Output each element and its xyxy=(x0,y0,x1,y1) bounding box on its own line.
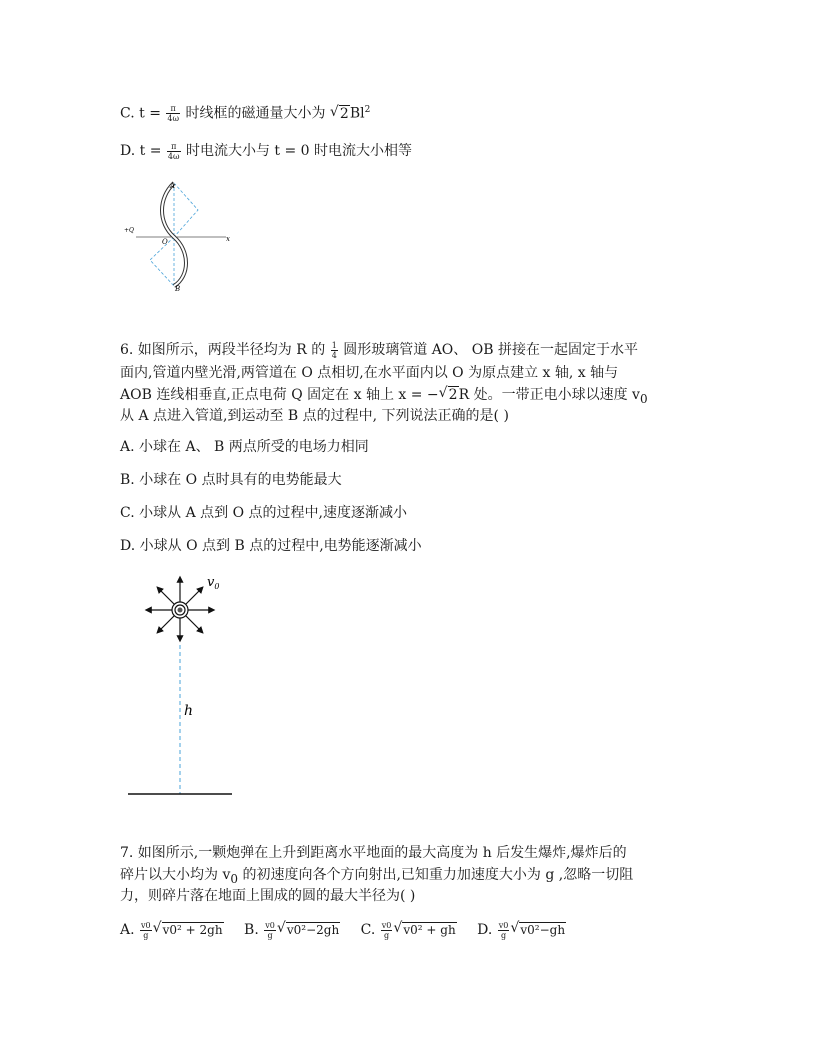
opt-letter: B. xyxy=(244,922,259,938)
opt-frac xyxy=(498,921,510,940)
q5-d-fraction xyxy=(167,142,181,161)
radicand: v0²−gh xyxy=(520,923,566,937)
opt-frac xyxy=(381,921,393,940)
q6-sub: 0 xyxy=(639,391,648,406)
label-x: x xyxy=(226,235,230,243)
radicand: 2 xyxy=(448,387,458,403)
shell-core xyxy=(178,608,183,613)
frac-num: v0 xyxy=(265,920,275,930)
frac-num: π xyxy=(166,104,180,114)
q5-c-prefix: C. t = xyxy=(120,105,161,122)
q6-option-b: B. 小球在 O 点时具有的电势能最大 xyxy=(120,472,342,488)
label-o: O xyxy=(162,238,168,246)
frac-num: v0 xyxy=(498,920,509,930)
frac-den: 4ω xyxy=(167,114,179,124)
q6-line-2: 面内,管道内壁光滑,两管道在 O 点相切,在水平面内以 O 为原点建立 x 轴, x 轴与 xyxy=(120,365,619,381)
q5-c-sqrt: √ 2 xyxy=(329,103,349,122)
q6-sqrt: √ 2 xyxy=(438,385,458,403)
q7-line-1: 7. 如图所示,一颗炮弹在上升到距离水平地面的最大高度为 h 后发生爆炸,爆炸后的 xyxy=(120,845,627,861)
opt-sqrt: √ v0² + gh xyxy=(393,920,456,937)
radicand: 2 xyxy=(339,105,349,122)
opt-sqrt: √ v0²−gh xyxy=(510,920,566,937)
label-q: +Q xyxy=(124,227,134,234)
label-h: h xyxy=(184,703,194,719)
q6-option-d: D. 小球从 O 点到 B 点的过程中,电势能逐渐减小 xyxy=(120,538,422,554)
q5-option-c xyxy=(120,100,370,124)
q6-line-4: 从 A 点进入管道,到运动至 B 点的过程中, 下列说法正确的是( ) xyxy=(120,408,509,424)
radicand: v0² + gh xyxy=(403,923,456,937)
opt-sqrt: √ v0²−2gh xyxy=(276,920,340,937)
q6-l3a: AOB 连线相垂直,正点电荷 Q 固定在 x 轴上 x = − xyxy=(120,387,439,403)
label-v0: $v_0$ xyxy=(207,575,220,591)
q7-option-a xyxy=(120,920,224,940)
q5-c-fraction xyxy=(166,104,180,123)
upper-dashed-square xyxy=(174,183,198,237)
q6-pipe-diagram xyxy=(118,178,238,293)
frac-den: g xyxy=(143,930,149,940)
q7-l2a: 碎片以大小均为 v xyxy=(120,867,231,883)
opt-letter: C. xyxy=(360,922,376,938)
q7-options xyxy=(120,920,582,940)
q7-explosion-diagram xyxy=(125,570,240,800)
label-b: B xyxy=(175,285,181,293)
q5-c-tail: Bl xyxy=(349,105,365,122)
opt-sqrt: √ v0² + 2gh xyxy=(152,920,223,937)
q7-option-c xyxy=(361,920,457,940)
q5-d-text: 时电流大小与 t = 0 时电流大小相等 xyxy=(185,143,413,159)
q7-option-b xyxy=(244,920,340,940)
q6-quarter-frac xyxy=(331,341,338,360)
q6-option-c: C. 小球从 A 点到 O 点的过程中,速度逐渐减小 xyxy=(120,505,407,521)
q5-c-sup: 2 xyxy=(364,105,371,115)
q6-l1a: 6. 如图所示，两段半径均为 R 的 xyxy=(120,342,326,358)
frac-num: π xyxy=(167,142,181,152)
q6-l1b: 圆形玻璃管道 AO、 OB 拼接在一起固定于水平 xyxy=(343,342,638,358)
q6-line-1 xyxy=(120,340,638,360)
q7-line-3: 力，则碎片落在地面上围成的圆的最大半径为( ) xyxy=(120,888,416,904)
opt-letter: D. xyxy=(477,922,493,938)
opt-letter: A. xyxy=(120,922,135,938)
q7-sub: 0 xyxy=(230,871,238,886)
frac-den: g xyxy=(267,930,273,940)
opt-frac xyxy=(264,921,276,940)
q5-d-prefix: D. t = xyxy=(120,143,162,159)
q6-l3b: R 处。一带正电小球以速度 v xyxy=(458,387,640,403)
q6-option-a: A. 小球在 A、 B 两点所受的电场力相同 xyxy=(120,439,369,455)
label-a: A xyxy=(170,182,176,190)
frac-num: 1 xyxy=(331,340,337,350)
q5-option-d xyxy=(120,141,412,161)
q7-option-d xyxy=(477,920,566,940)
frac-num: v0 xyxy=(141,920,151,930)
frac-num: v0 xyxy=(381,920,392,930)
q5-c-text: 时线框的磁通量大小为 xyxy=(185,105,326,122)
radicand: v0² + 2gh xyxy=(162,923,223,937)
frac-den: 4 xyxy=(331,350,337,360)
frac-den: g xyxy=(501,930,507,940)
frac-den: 4ω xyxy=(167,151,180,161)
opt-frac xyxy=(140,921,152,940)
radicand: v0²−2gh xyxy=(286,923,340,937)
q7-l2b: 的初速度向各个方向射出,已知重力加速度大小为 g ,忽略一切阻 xyxy=(238,867,634,883)
frac-den: g xyxy=(383,930,390,940)
